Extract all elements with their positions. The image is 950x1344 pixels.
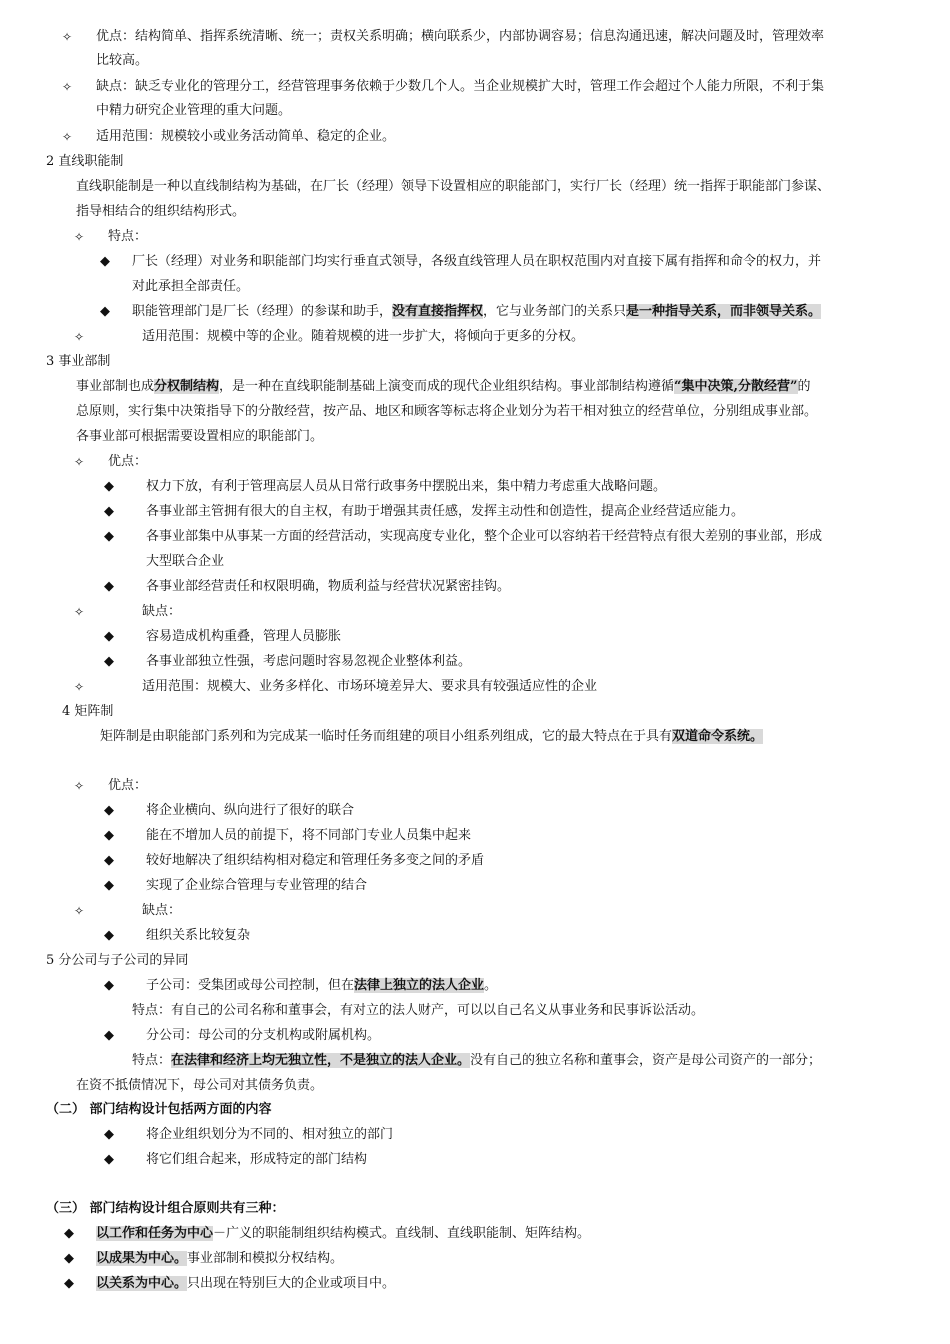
diamond-outline-bullet-icon: ✧ bbox=[74, 779, 85, 793]
text-run: －广义的职能制组织结构模式。直线制、直线职能制、矩阵结构。 bbox=[213, 1226, 591, 1241]
list-item: 将企业组织划分为不同的、相对独立的部门 bbox=[146, 1127, 394, 1142]
branch-features-line-1 bbox=[132, 1052, 821, 1070]
highlight-run: 以工作和任务为中心 bbox=[96, 1226, 214, 1241]
text-run: 职能管理部门是厂长（经理）的参谋和助手， bbox=[132, 304, 393, 319]
text-run: 只出现在特别巨大的企业或项目中。 bbox=[187, 1276, 396, 1291]
text-run: ，是一种在直线职能制基础上演变而成的现代企业组织结构。事业部制结构遵循 bbox=[219, 379, 675, 394]
intro-line bbox=[100, 728, 763, 746]
diamond-outline-bullet-icon: ✧ bbox=[74, 330, 85, 344]
diamond-outline-bullet-icon: ✧ bbox=[74, 680, 85, 694]
text-run: 矩阵制是由职能部门系列和为完成某一临时任务而组建的项目小组系列组成，它的最大特点在于具有 bbox=[100, 729, 673, 744]
features-label: 特点： bbox=[108, 229, 148, 244]
highlight-run: 在法律和经济上均无独立性，不是独立的法人企业。 bbox=[171, 1053, 471, 1068]
list-item bbox=[96, 1275, 395, 1293]
feature-line-1b: 对此承担全部责任。 bbox=[132, 279, 250, 294]
text-run: 没有自己的独立名称和董事会，资产是母公司资产的一部分； bbox=[470, 1053, 822, 1068]
diamond-bullet-icon: ◆ bbox=[104, 978, 114, 993]
scope-line: 适用范围：规模中等的企业。随着规模的进一步扩大，将倾向于更多的分权。 bbox=[142, 329, 585, 344]
diamond-bullet-icon: ◆ bbox=[64, 1226, 74, 1241]
diamond-outline-bullet-icon: ✧ bbox=[74, 904, 85, 918]
text-run: 特点： bbox=[132, 1053, 172, 1068]
highlight-run: 是一种指导关系，而非领导关系。 bbox=[626, 304, 822, 319]
diamond-bullet-icon: ◆ bbox=[104, 928, 114, 943]
disadvantages-label: 缺点： bbox=[142, 903, 182, 918]
diamond-outline-bullet-icon: ✧ bbox=[74, 455, 85, 469]
diamond-bullet-icon: ◆ bbox=[104, 529, 114, 544]
diamond-outline-bullet-icon: ✧ bbox=[74, 230, 85, 244]
highlight-run: 以关系为中心。 bbox=[96, 1276, 188, 1291]
diamond-bullet-icon: ◆ bbox=[100, 304, 110, 319]
diamond-bullet-icon: ◆ bbox=[104, 1127, 114, 1142]
diamond-bullet-icon: ◆ bbox=[104, 1028, 114, 1043]
advantages-line-1: 优点：结构简单、指挥系统清晰、统一；责权关系明确；横向联系少，内部协调容易；信息沟通迅速，解决问题及时，管理效率 bbox=[96, 29, 825, 44]
list-item: 实现了企业综合管理与专业管理的结合 bbox=[146, 878, 368, 893]
intro-line-2: 指导相结合的组织结构形式。 bbox=[76, 204, 246, 219]
list-item bbox=[96, 1250, 343, 1268]
list-item: 各事业部主管拥有很大的自主权，有助于增强其责任感，发挥主动性和创造性，提高企业经营适应能力。 bbox=[146, 504, 745, 519]
feature-line-1: 厂长（经理）对业务和职能部门均实行垂直式领导，各级直线管理人员在职权范围内对直接下属有指挥和命令的权力，并 bbox=[132, 254, 822, 269]
diamond-bullet-icon: ◆ bbox=[100, 254, 110, 269]
part-heading: （三） 部门结构设计组合原则共有三种： bbox=[46, 1201, 285, 1216]
section-heading: 3 事业部制 bbox=[46, 354, 111, 369]
diamond-bullet-icon: ◆ bbox=[104, 828, 114, 843]
list-item: 各事业部独立性强，考虑问题时容易忽视企业整体利益。 bbox=[146, 654, 472, 669]
text-run: 。 bbox=[484, 978, 498, 993]
diamond-bullet-icon: ◆ bbox=[64, 1251, 74, 1266]
diamond-outline-bullet-icon: ✧ bbox=[74, 605, 85, 619]
diamond-bullet-icon: ◆ bbox=[104, 654, 114, 669]
text-run: 子公司：受集团或母公司控制，但在 bbox=[146, 978, 355, 993]
highlight-run: 以成果为中心。 bbox=[96, 1251, 188, 1266]
diamond-outline-bullet-icon: ✧ bbox=[62, 130, 73, 144]
list-item: 各事业部经营责任和权限明确，物质利益与经营状况紧密挂钩。 bbox=[146, 579, 511, 594]
highlight-run: 没有直接指挥权 bbox=[392, 304, 484, 319]
diamond-bullet-icon: ◆ bbox=[64, 1276, 74, 1291]
disadvantages-line-1: 缺点：缺乏专业化的管理分工，经营管理事务依赖于少数几个人。当企业规模扩大时，管理工作会超过个人能力所限，不利于集 bbox=[96, 79, 825, 94]
list-item: 组织关系比较复杂 bbox=[146, 928, 251, 943]
diamond-bullet-icon: ◆ bbox=[104, 1152, 114, 1167]
branch-line: 分公司：母公司的分支机构或附属机构。 bbox=[146, 1028, 381, 1043]
list-item: 权力下放，有利于管理高层人员从日常行政事务中摆脱出来，集中精力考虑重大战略问题。 bbox=[146, 479, 667, 494]
text-run: 的 bbox=[797, 379, 811, 394]
disadvantages-line-2: 中精力研究企业管理的重大问题。 bbox=[96, 103, 292, 118]
text-run: 事业部制和模拟分权结构。 bbox=[187, 1251, 344, 1266]
subsidiary-features: 特点：有自己的公司名称和董事会，有对立的法人财产，可以以自己名义从事业务和民事诉讼活动。 bbox=[132, 1003, 705, 1018]
diamond-outline-bullet-icon: ✧ bbox=[62, 30, 73, 44]
list-item: 各事业部集中从事某一方面的经营活动，实现高度专业化，整个企业可以容纳若干经营特点有很大差别的事业部，形成 bbox=[146, 529, 823, 544]
intro-line-1: 直线职能制是一种以直线制结构为基础，在厂长（经理）领导下设置相应的职能部门，实行厂长（经理）统一指挥于职能部门参谋、 bbox=[76, 179, 831, 194]
diamond-bullet-icon: ◆ bbox=[104, 504, 114, 519]
disadvantages-label: 缺点： bbox=[142, 604, 182, 619]
text-run: ，它与业务部门的关系只 bbox=[483, 304, 627, 319]
section-heading: 5 分公司与子公司的异同 bbox=[46, 953, 189, 968]
list-item: 容易造成机构重叠，管理人员膨胀 bbox=[146, 629, 342, 644]
list-item: 将企业横向、纵向进行了很好的联合 bbox=[146, 803, 355, 818]
feature-line-2 bbox=[132, 303, 821, 321]
highlight-run: 分权制结构 bbox=[154, 379, 220, 394]
text-run: 事业部制也成 bbox=[76, 379, 155, 394]
diamond-bullet-icon: ◆ bbox=[104, 853, 114, 868]
advantages-line-2: 比较高。 bbox=[96, 53, 149, 68]
list-item bbox=[96, 1225, 590, 1243]
intro-line-2: 总原则，实行集中决策指导下的分散经营，按产品、地区和顾客等标志将企业划分为若干相对独立的经营单位，分别组成事业部。 bbox=[76, 404, 818, 419]
list-item: 较好地解决了组织结构相对稳定和管理任务多变之间的矛盾 bbox=[146, 853, 485, 868]
branch-features-line-2: 在资不抵债情况下，母公司对其债务负责。 bbox=[76, 1078, 324, 1093]
section-heading: 4 矩阵制 bbox=[62, 704, 114, 719]
advantages-label: 优点： bbox=[108, 778, 148, 793]
scope-line: 适用范围：规模较小或业务活动简单、稳定的企业。 bbox=[96, 129, 396, 144]
section-heading: 2 直线职能制 bbox=[46, 154, 124, 169]
list-item: 能在不增加人员的前提下，将不同部门专业人员集中起来 bbox=[146, 828, 472, 843]
diamond-bullet-icon: ◆ bbox=[104, 878, 114, 893]
highlight-run: 双道命令系统。 bbox=[672, 729, 764, 744]
subsidiary-line bbox=[146, 977, 497, 995]
diamond-bullet-icon: ◆ bbox=[104, 579, 114, 594]
list-item: 将它们组合起来，形成特定的部门结构 bbox=[146, 1152, 368, 1167]
highlight-run: 法律上独立的法人企业 bbox=[354, 978, 485, 993]
diamond-bullet-icon: ◆ bbox=[104, 479, 114, 494]
intro-line-3: 各事业部可根据需要设置相应的职能部门。 bbox=[76, 429, 324, 444]
intro-line-1 bbox=[76, 378, 811, 396]
highlight-run: “集中决策,分散经营” bbox=[674, 379, 798, 394]
list-item-continuation: 大型联合企业 bbox=[146, 554, 225, 569]
advantages-label: 优点： bbox=[108, 454, 148, 469]
part-heading: （二） 部门结构设计包括两方面的内容 bbox=[46, 1102, 272, 1117]
diamond-bullet-icon: ◆ bbox=[104, 803, 114, 818]
diamond-bullet-icon: ◆ bbox=[104, 629, 114, 644]
diamond-outline-bullet-icon: ✧ bbox=[62, 80, 73, 94]
scope-line: 适用范围：规模大、业务多样化、市场环境差异大、要求具有较强适应性的企业 bbox=[142, 679, 598, 694]
